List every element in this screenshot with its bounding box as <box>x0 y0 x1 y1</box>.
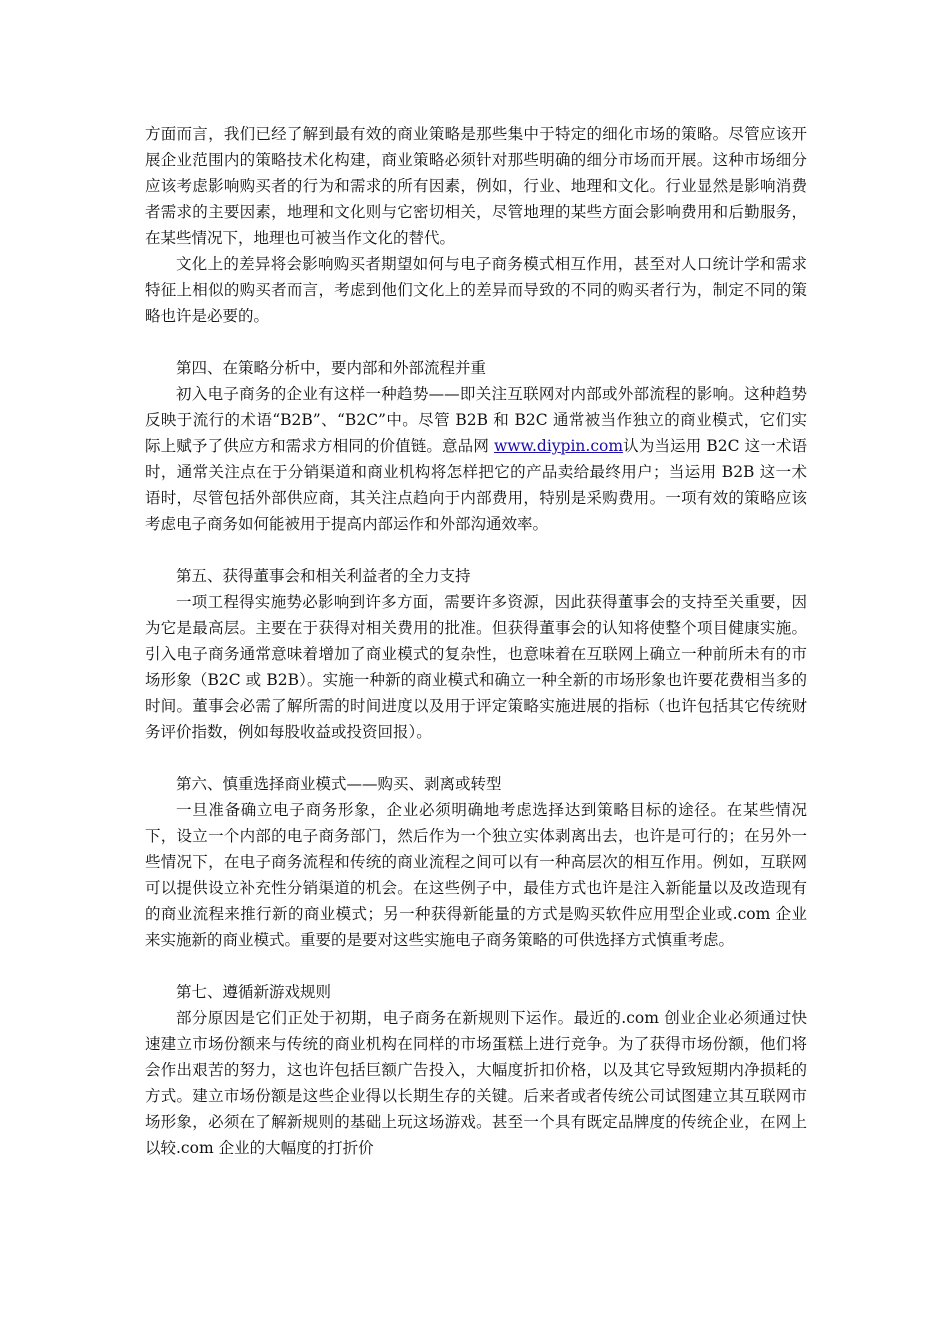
paragraph-business-model: 一旦准备确立电子商务形象，企业必须明确地考虑选择达到策略目标的途径。在某些情况下，设立一个内部的电子商务部门，然后作为一个独立实体剥离出去，也许是可行的；在另外一些情况下，在电子商务流程和传统的商业流程之间可以有一种高层次的相互作用。例如，互联网可以提供设立补充性分销渠道的机会。在这些例子中，最佳方式也许是注入新能量以及改造现有的商业流程来推行新的商业模式；另一种获得新能量的方式是购买软件应用型企业或.com 企业来实施新的商业模式。重要的是要对这些实施电子商务策略的可供选择方式慎重考虑。 <box>145 801 807 949</box>
paragraph-text: 初入电子商务的企业有这样一种趋势——即关注互联网对内部或外部流程的影响。这种趋势反映于流行的术语“B2B”、“B2C”中。尽管 B2B 和 B2C 通常被当作独立的商业模式，它们实际上赋予了供应方和需求方相同的价值链。意品网 <box>145 385 807 455</box>
section-heading-6: 第六、慎重选择商业模式——购买、剥离或转型 <box>176 775 502 793</box>
paragraph-spacer <box>145 953 807 979</box>
paragraph-spacer <box>145 745 807 771</box>
paragraph-board-support: 一项工程得实施势必影响到许多方面，需要许多资源，因此获得董事会的支持至关重要，因为它是最高层。主要在于获得对相关费用的批准。但获得董事会的认知将使整个项目健康实施。引入电子商务通常意味着增加了商业模式的复杂性，也意味着在互联网上确立一种前所未有的市场形象（B2C 或 B2B）。实施一种新的商业模式和确立一种全新的市场形象也许要花费相当多的时间。董事会必需了解所需的时间进度以及用于评定策略实施进展的指标（也许包括其它传统财务评价指数，例如每股收益或投资回报）。 <box>145 593 807 741</box>
document-body <box>145 121 807 1161</box>
paragraph-cultural-differences: 文化上的差异将会影响购买者期望如何与电子商务模式相互作用，甚至对人口统计学和需求特征上相似的购买者而言，考虑到他们文化上的差异而导致的不同的购买者行为，制定不同的策略也许是必要的。 <box>145 255 807 325</box>
section-heading-7: 第七、遵循新游戏规则 <box>176 983 332 1001</box>
paragraph-internal-external-process <box>145 381 807 537</box>
diypin-link[interactable]: www.diypin.com <box>494 437 624 455</box>
section-heading-5: 第五、获得董事会和相关利益者的全力支持 <box>176 567 471 585</box>
section-heading-4: 第四、在策略分析中，要内部和外部流程并重 <box>176 359 487 377</box>
paragraph-text: 认为当运用 B2C 这一术语时，通常关注点在于分销渠道和商业机构将怎样把它的产品卖给最终用户；当运用 B2B 这一术语时，尽管包括外部供应商，其关注点趋向于内部费用，特别是采购费用。一项有效的策略应该考虑电子商务如何能被用于提高内部运作和外部沟通效率。 <box>145 437 807 533</box>
paragraph-spacer <box>145 537 807 563</box>
paragraph-new-rules: 部分原因是它们正处于初期，电子商务在新规则下运作。最近的.com 创业企业必须通过快速建立市场份额来与传统的商业机构在同样的市场蛋糕上进行竞争。为了获得市场份额，他们将会作出艰苦的努力，这也许包括巨额广告投入，大幅度折扣价格，以及其它导致短期内净损耗的方式。建立市场份额是这些企业得以长期生存的关键。后来者或者传统公司试图建立其互联网市场形象，必须在了解新规则的基础上玩这场游戏。甚至一个具有既定品牌度的传统企业，在网上以较.com 企业的大幅度的打折价 <box>145 1009 807 1157</box>
paragraph-spacer <box>145 329 807 355</box>
paragraph-market-segmentation: 方面而言，我们已经了解到最有效的商业策略是那些集中于特定的细化市场的策略。尽管应该开展企业范围内的策略技术化构建，商业策略必须针对那些明确的细分市场而开展。这种市场细分应该考虑影响购买者的行为和需求的所有因素，例如，行业、地理和文化。行业显然是影响消费者需求的主要因素，地理和文化则与它密切相关，尽管地理的某些方面会影响费用和后勤服务，在某些情况下，地理也可被当作文化的替代。 <box>145 125 807 247</box>
